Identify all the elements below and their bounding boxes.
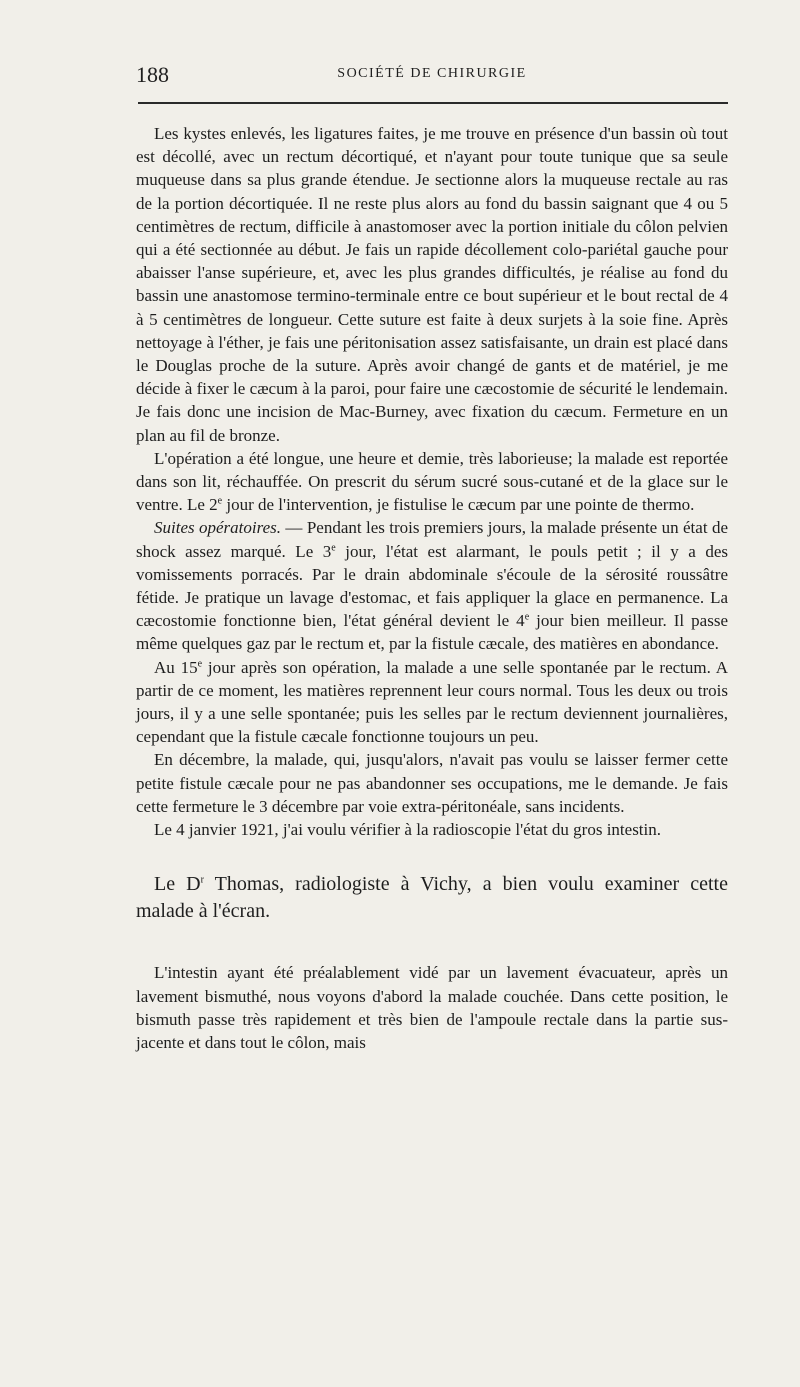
page-header: [136, 62, 728, 92]
header-rule: [138, 102, 728, 104]
page-number: 188: [136, 62, 169, 87]
paragraph-6: Le 4 janvier 1921, j'ai voulu vérifier à la radioscopie l'état du gros intestin.: [154, 820, 662, 840]
paragraph-4: Au 15e jour après son opération, la malade a une selle spontanée par le rectum. A partir de ce moment, les matières reprennent leur cours normal. Tous les deux ou trois jours, il y a une selle spontanée; puis les selles par le rectum deviennent journalières, cependant que la fistule cæcale fonctionne toujours un peu.: [136, 657, 728, 747]
paragraph-5: En décembre, la malade, qui, jusqu'alors, n'avait pas voulu se laisser fermer cette petite fistule cæcale pour ne pas abandonner ses occupations, me le demande. Je fais cette fermeture le 3 décembre par voie extra-péritonéale, sans incidents.: [136, 750, 728, 816]
paragraph-8: L'intestin ayant été préalablement vidé par un lavement évacuateur, après un lavement bismuthé, nous voyons d'abord la malade couchée. Dans cette position, le bismuth passe très rapidement et très bien de l'ampoule rectale dans la partie sus-jacente et dans tout le côlon, mais: [136, 963, 728, 1052]
running-title: SOCIÉTÉ DE CHIRURGIE: [337, 66, 527, 81]
paragraph-7: Le $D^r$ Thomas, radiologiste à Vichy, a bien voulu examiner cette malade à l'écran.: [136, 873, 728, 923]
paragraph-1: Les kystes enlevés, les ligatures faites, je me trouve en présence d'un bassin où tout est décollé, avec un rectum décortiqué, et n'ayant pour toute tunique que sa seule muqueuse dans sa plus grande étendue. Je sectionne alors la muqueuse rectale au ras de la portion décortiquée. Il ne reste plus alors au fond du bassin saignant que 4 ou 5 centimètres de rectum, difficile à anastomoser avec la portion initiale du côlon pelvien qui a été sectionnée au début. Je fais un rapide décollement colo-pariétal gauche pour abaisser l'anse supérieure, et, avec les plus grandes difficultés, je réalise au fond du bassin une anastomose termino-terminale entre ce bout supérieur et le bout rectal de 4 à 5 centimètres de longueur. Cette suture est faite à deux surjets à la soie fine. Après nettoyage à l'éther, je fais une péritonisation assez satisfaisante, un drain est placé dans le Douglas proche de la suture. Après avoir changé de gants et de matériel, je me décide à fixer le cæcum à la paroi, pour faire une cæcostomie de sécurité le lendemain. Je fais donc une incision de Mac-Burney, avec fixation du cæcum. Fermeture en un plan au fil de bronze.: [136, 124, 728, 445]
section-heading-suites: Suites opératoires.: [154, 518, 282, 538]
paragraph-3: Suites opératoires. — Pendant les trois premiers jours, la malade présente un état de shock assez marqué. Le 3e jour, l'état est alarmant, le pouls petit ; il y a des vomissements porracés. Par le drain abdominale s'écoule de la sérosité roussâtre fétide. Je pratique un lavage d'estomac, et fais appliquer la glace en permanence. La cæcostomie fonctionne bien, l'état général devient le 4e jour bien meilleur. Il passe même quelques gaz par le rectum et, par la fistule cæcale, des matières en abondance.: [136, 518, 729, 654]
paragraph-2: L'opération a été longue, une heure et demie, très laborieuse; la malade est reportée dans son lit, réchauffée. On prescrit du sérum sucré sous-cutané et de la glace sur le ventre. Le 2e jour de l'intervention, je fistulise le cæcum par une pointe de thermo.: [136, 448, 728, 515]
body-text: [136, 122, 728, 1054]
